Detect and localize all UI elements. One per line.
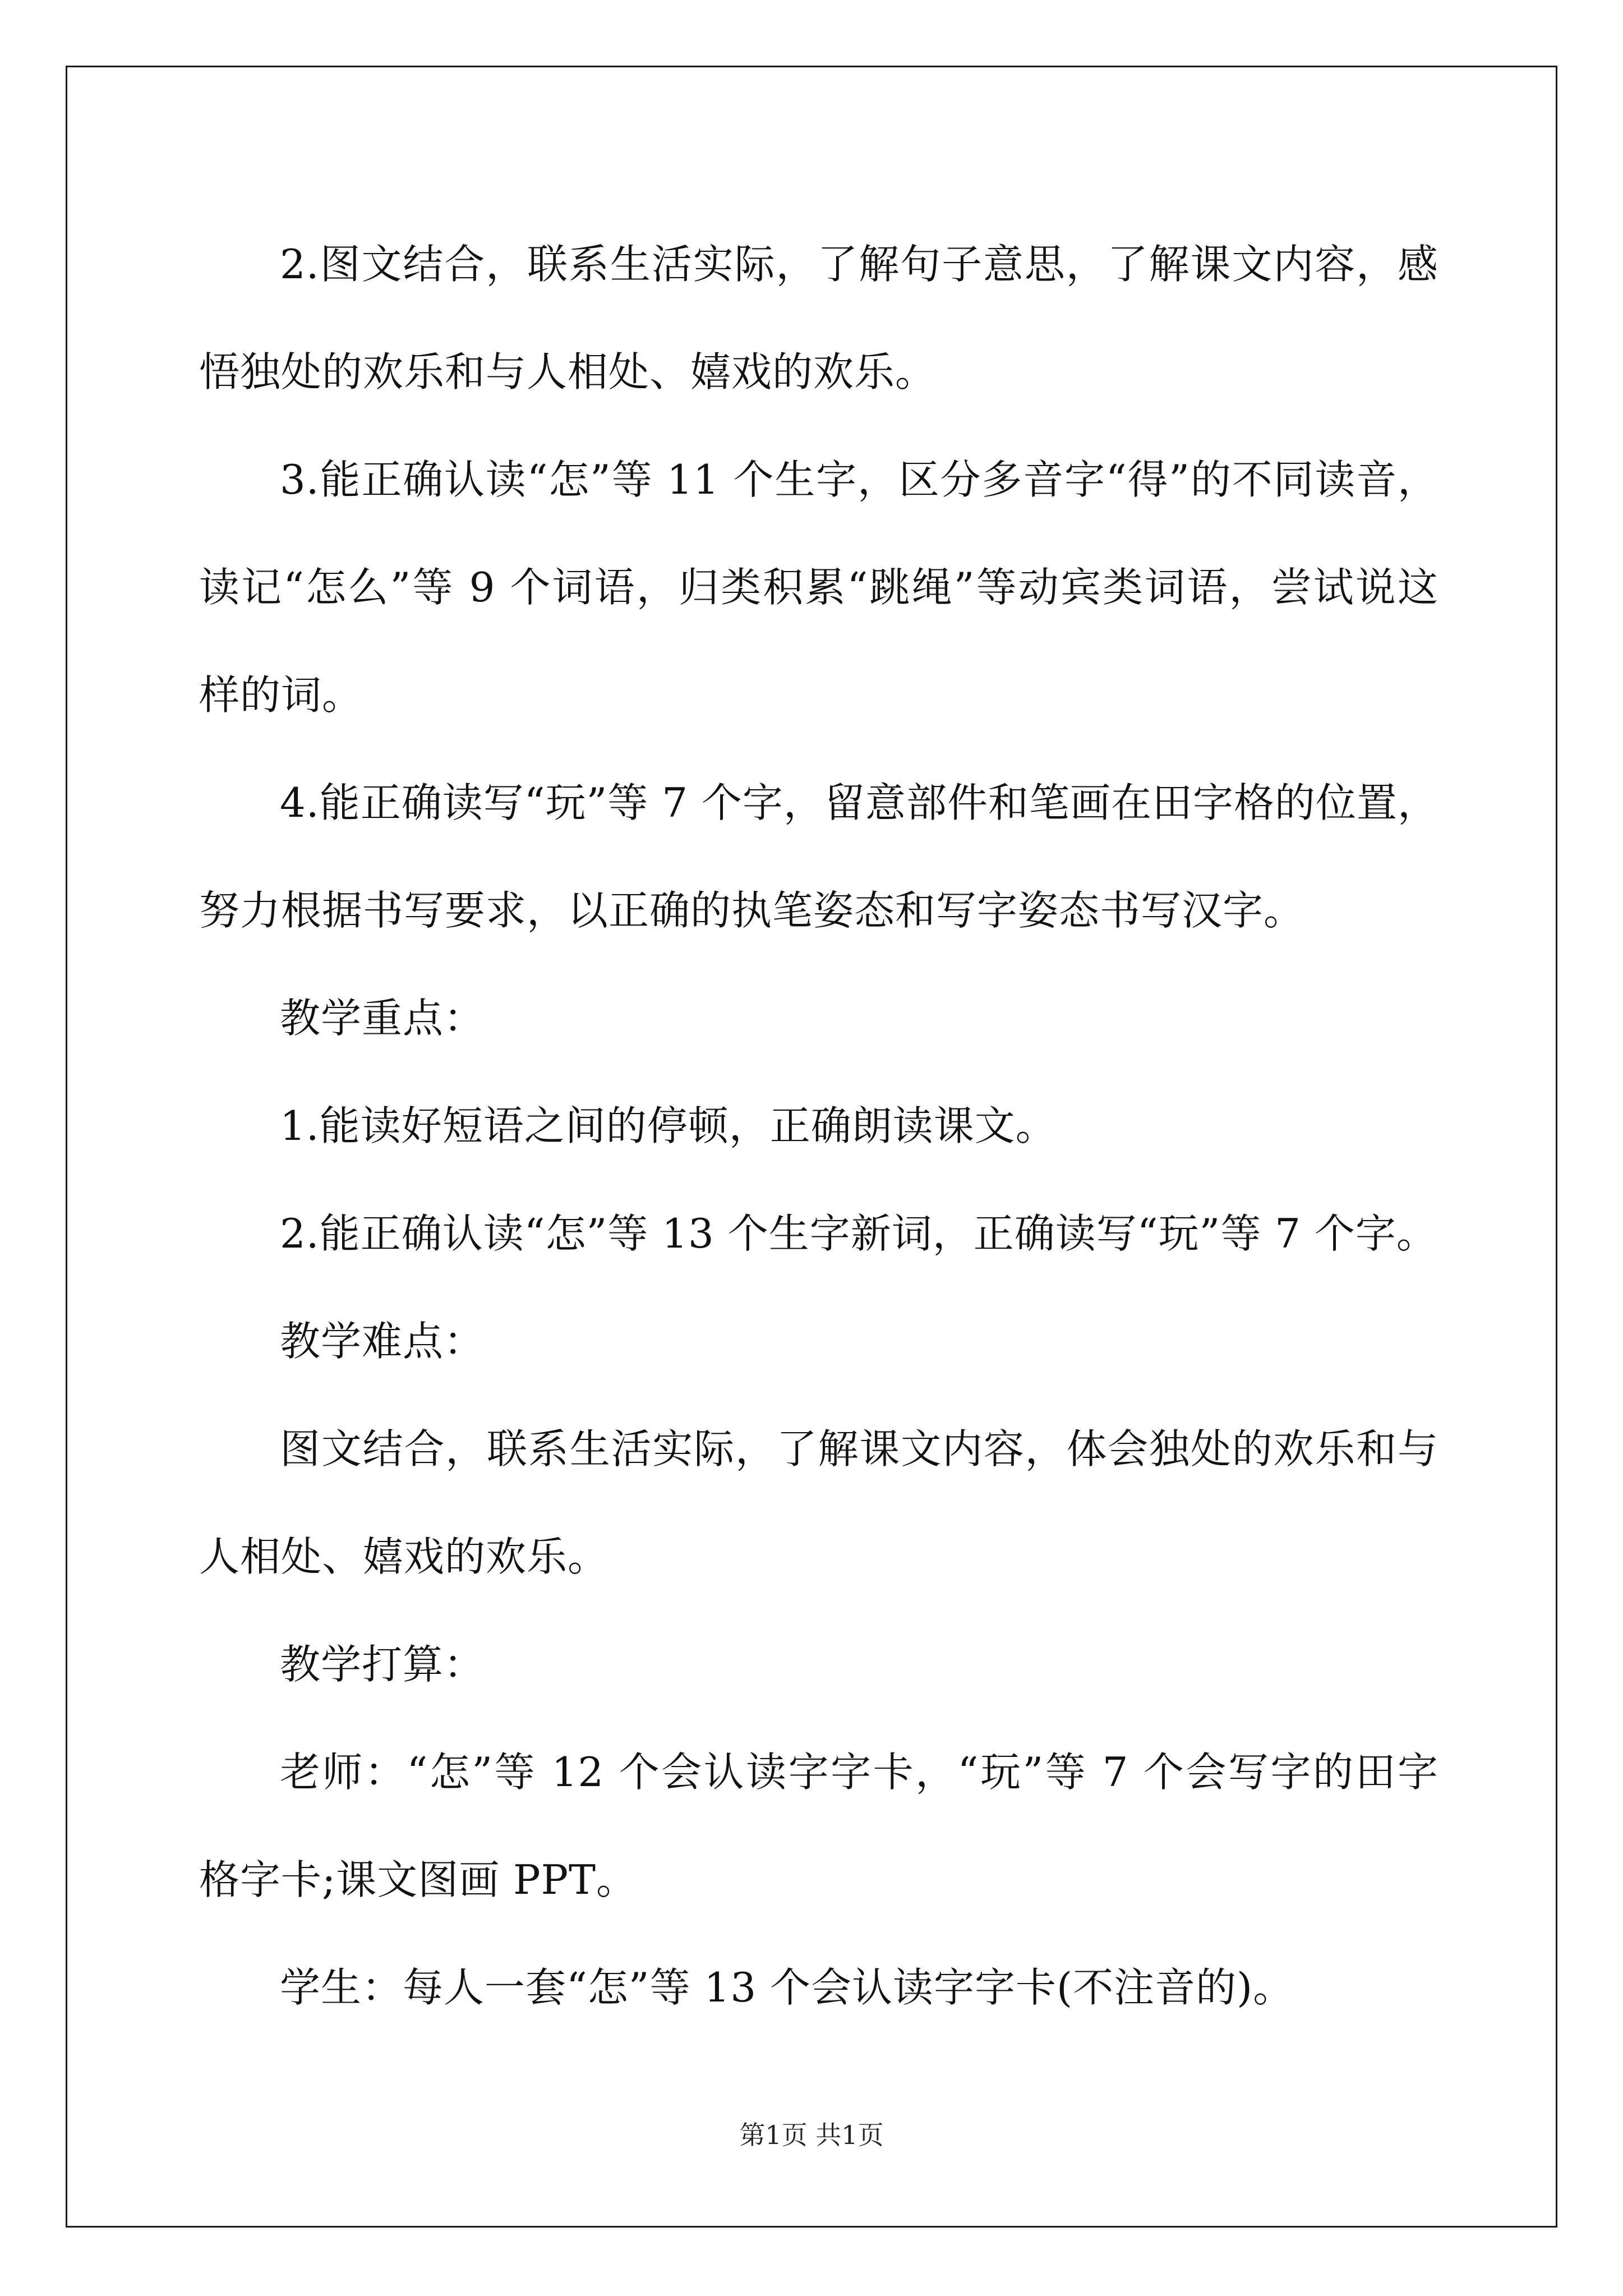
document-body [199, 210, 1438, 2041]
heading-preparation: 教学打算： [280, 1641, 485, 1688]
paragraph-teacher-prep: 老师：“怎”等 12 个会认读字字卡，“玩”等 7 个会写字的田字格字卡;课文图画 PPT。 [199, 1749, 1438, 1903]
heading-key-points: 教学重点： [280, 995, 485, 1042]
heading-difficulties: 教学难点： [280, 1318, 485, 1365]
paragraph-key-point-1: 1.能读好短语之间的停顿，正确朗读课文。 [280, 1102, 1057, 1149]
page-number-footer: 第1页 共1页 [739, 2120, 884, 2150]
paragraph-objective-4: 4.能正确读写“玩”等 7 个字，留意部件和笔画在田字格的位置，努力根据书写要求，以正确的执笔姿态和写字姿态书写汉字。 [199, 779, 1438, 934]
paragraph-key-point-2: 2.能正确认读“怎”等 13 个生字新词，正确读写“玩”等 7 个字。 [280, 1210, 1437, 1257]
paragraph-objective-2: 2.图文结合，联系生活实际，了解句子意思，了解课文内容，感悟独处的欢乐和与人相处、嬉戏的欢乐。 [199, 241, 1438, 395]
paragraph-student-prep: 学生：每人一套“怎”等 13 个会认读字字卡(不注音的)。 [280, 1964, 1294, 2011]
paragraph-difficulty: 图文结合，联系生活实际，了解课文内容，体会独处的欢乐和与人相处、嬉戏的欢乐。 [199, 1425, 1438, 1580]
paragraph-objective-3: 3.能正确认读“怎”等 11 个生字，区分多音字“得”的不同读音，读记“怎么”等 9 个词语，归类积累“跳绳”等动宾类词语，尝试说这样的词。 [199, 456, 1438, 719]
